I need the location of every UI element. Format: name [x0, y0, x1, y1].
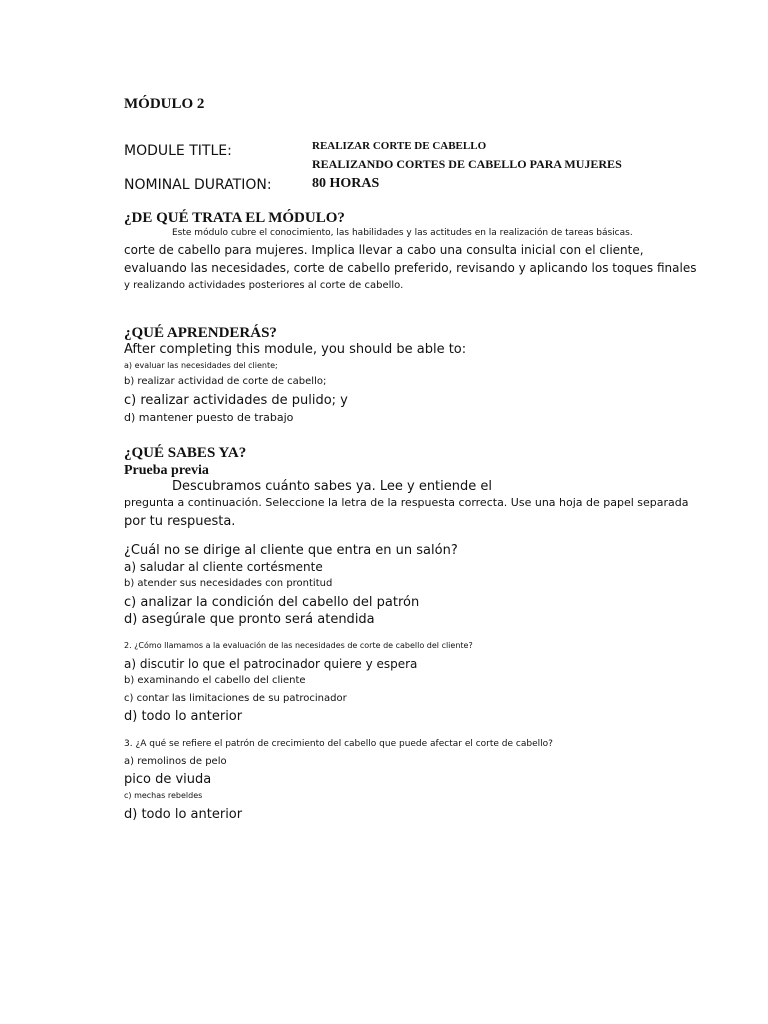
question-3-option-a: a) remolinos de pelo: [124, 756, 227, 767]
module-title-label: MODULE TITLE:: [124, 143, 232, 159]
module-title-value-line1: REALIZAR CORTE DE CABELLO: [312, 140, 487, 152]
question-1-text: ¿Cuál no se dirige al cliente que entra en un salón?: [124, 543, 458, 558]
question-3-option-d: d) todo lo anterior: [124, 807, 243, 822]
know-subheading: Prueba previa: [124, 463, 209, 478]
about-line-3: evaluando las necesidades, corte de cabello preferido, revisando y aplicando los toques finales: [124, 261, 697, 275]
learn-item-c: c) realizar actividades de pulido; y: [124, 393, 348, 408]
about-line-2: corte de cabello para mujeres. Implica llevar a cabo una consulta inicial con el cliente,: [124, 243, 644, 257]
question-3-option-b: pico de viuda: [124, 772, 212, 787]
nominal-duration-label: NOMINAL DURATION:: [124, 177, 272, 193]
learn-item-d: d) mantener puesto de trabajo: [124, 411, 294, 424]
question-2-option-c: c) contar las limitaciones de su patrocinador: [124, 693, 347, 704]
question-1-option-a: a) saludar al cliente cortésmente: [124, 560, 323, 574]
know-instruction-line3: por tu respuesta.: [124, 514, 236, 529]
question-3-option-c: c) mechas rebeldes: [124, 791, 203, 800]
know-instruction-line2: pregunta a continuación. Seleccione la letra de la respuesta correcta. Use una hoja de papel separada: [124, 496, 689, 509]
module-heading: MÓDULO 2: [124, 96, 205, 112]
question-1-option-c: c) analizar la condición del cabello del patrón: [124, 595, 420, 610]
know-instruction-line1: Descubramos cuánto sabes ya. Lee y entiende el: [172, 479, 492, 494]
about-line-4: y realizando actividades posteriores al corte de cabello.: [124, 280, 404, 291]
learn-item-b: b) realizar actividad de corte de cabello;: [124, 376, 327, 387]
know-heading: ¿QUÉ SABES YA?: [124, 445, 247, 461]
question-1-option-d: d) asegúrale que pronto será atendida: [124, 612, 375, 627]
about-line-1: Este módulo cubre el conocimiento, las habilidades y las actitudes en la realización de tareas básicas.: [172, 228, 633, 238]
question-3-text: 3. ¿A qué se refiere el patrón de crecimiento del cabello que puede afectar el corte de cabello?: [124, 739, 553, 749]
learn-item-a: a) evaluar las necesidades del cliente;: [124, 361, 278, 370]
about-heading: ¿DE QUÉ TRATA EL MÓDULO?: [124, 210, 345, 226]
question-2-option-b: b) examinando el cabello del cliente: [124, 675, 306, 686]
question-2-option-a: a) discutir lo que el patrocinador quiere y espera: [124, 657, 418, 671]
module-title-value-line2: REALIZANDO CORTES DE CABELLO PARA MUJERES: [312, 157, 622, 171]
question-1-option-b: b) atender sus necesidades con prontitud: [124, 578, 333, 589]
question-2-option-d: d) todo lo anterior: [124, 709, 243, 724]
learn-intro: After completing this module, you should be able to:: [124, 342, 467, 357]
nominal-duration-value: 80 HORAS: [312, 176, 380, 191]
learn-heading: ¿QUÉ APRENDERÁS?: [124, 325, 277, 341]
question-2-text: 2. ¿Cómo llamamos a la evaluación de las necesidades de corte de cabello del cliente?: [124, 641, 473, 650]
